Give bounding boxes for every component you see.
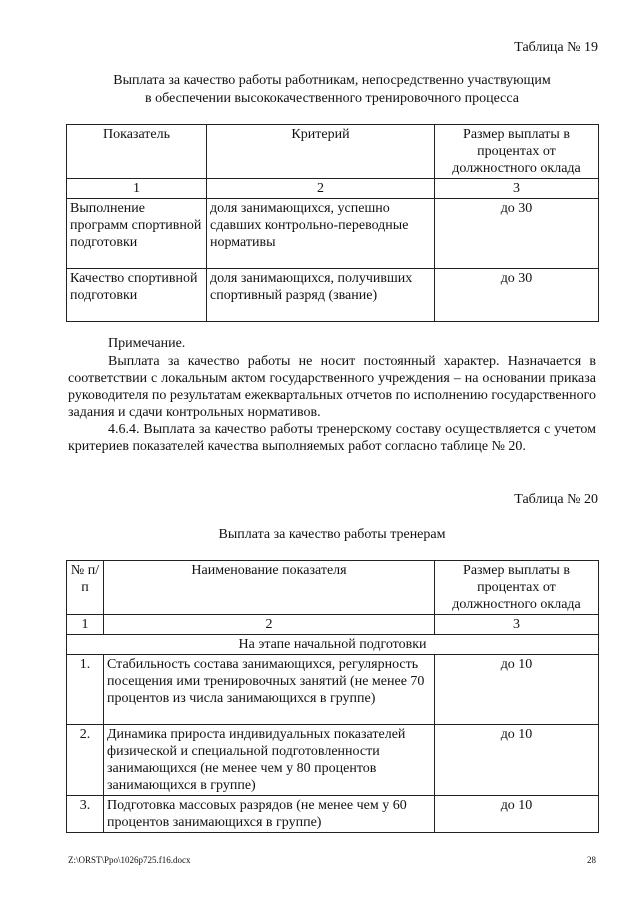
table19-num-3: 3 <box>435 179 599 199</box>
note-text: Выплата за качество работы не носит постоянный характер. Назначается в соответствии с локальным актом государственного учреждения – на основании приказа руководителя по результатам ежеквартальных отчетов по исполнению государственного задания и сдачи контрольных нормативов. <box>68 354 596 420</box>
table19-row2-criterion: доля занимающихся, получивших спортивный разряд (звание) <box>207 269 435 322</box>
table20-row1-amount: до 10 <box>435 655 599 725</box>
table20-row3-amount: до 10 <box>435 796 599 833</box>
table19-number-row <box>67 179 599 199</box>
table20-num-3: 3 <box>435 615 599 635</box>
table19 <box>66 124 599 322</box>
table-row <box>67 269 599 322</box>
table20-header-number: № п/п <box>67 561 104 615</box>
table19-row1-indicator: Выполнение программ спортивной подготовки <box>67 199 207 269</box>
table20 <box>66 560 599 833</box>
table20-header-amount: Размер выплаты в процентах от должностного оклада <box>435 561 599 615</box>
table19-row2-amount: до 30 <box>435 269 599 322</box>
table20-num-2: 2 <box>104 615 435 635</box>
table19-title-line1: Выплата за качество работы работникам, непосредственно участвующим <box>113 73 551 88</box>
note-heading: Примечание. <box>108 336 186 351</box>
table19-header-criterion: Критерий <box>207 125 435 179</box>
table19-header-indicator: Показатель <box>67 125 207 179</box>
table19-header-row <box>67 125 599 179</box>
table20-label: Таблица № 20 <box>514 492 598 507</box>
table20-header-row <box>67 561 599 615</box>
table19-row2-indicator: Качество спортивной подготовки <box>67 269 207 322</box>
table20-row2-num: 2. <box>67 725 104 796</box>
table19-title <box>66 72 598 108</box>
table20-stage-row <box>67 635 599 655</box>
table20-number-row <box>67 615 599 635</box>
table-row <box>67 796 599 833</box>
table20-row1-num: 1. <box>67 655 104 725</box>
table19-label: Таблица № 19 <box>514 40 598 55</box>
table-row <box>67 199 599 269</box>
table19-num-1: 1 <box>67 179 207 199</box>
table20-row1-name: Стабильность состава занимающихся, регулярность посещения ими тренировочных занятий (не менее 70 процентов из числа занимающихся в группе) <box>104 655 435 725</box>
table20-num-1: 1 <box>67 615 104 635</box>
table20-row2-name: Динамика прироста индивидуальных показателей физической и специальной подготовленности занимающихся (не менее чем у 80 процентов занимающихся в группе) <box>104 725 435 796</box>
page-number: 28 <box>587 855 596 865</box>
footer-file-path: Z:\ORST\Ppo\1026p725.f16.docx <box>68 855 191 865</box>
table20-header-name: Наименование показателя <box>104 561 435 615</box>
table20-row3-name: Подготовка массовых разрядов (не менее чем у 60 процентов занимающихся в группе) <box>104 796 435 833</box>
section-4-6-4: 4.6.4. Выплата за качество работы тренерскому составу осуществляется с учетом критериев показателей качества выполняемых работ согласно таблице № 20. <box>68 422 596 454</box>
table19-title-line2: в обеспечении высококачественного тренировочного процесса <box>145 91 519 106</box>
table19-row1-criterion: доля занимающихся, успешно сдавших контрольно-переводные нормативы <box>207 199 435 269</box>
table19-num-2: 2 <box>207 179 435 199</box>
table-row <box>67 725 599 796</box>
table20-title: Выплата за качество работы тренерам <box>218 527 446 542</box>
table20-stage: На этапе начальной подготовки <box>67 635 599 655</box>
table20-row3-num: 3. <box>67 796 104 833</box>
table19-header-amount: Размер выплаты в процентах от должностного оклада <box>435 125 599 179</box>
table20-row2-amount: до 10 <box>435 725 599 796</box>
table-row <box>67 655 599 725</box>
table19-row1-amount: до 30 <box>435 199 599 269</box>
